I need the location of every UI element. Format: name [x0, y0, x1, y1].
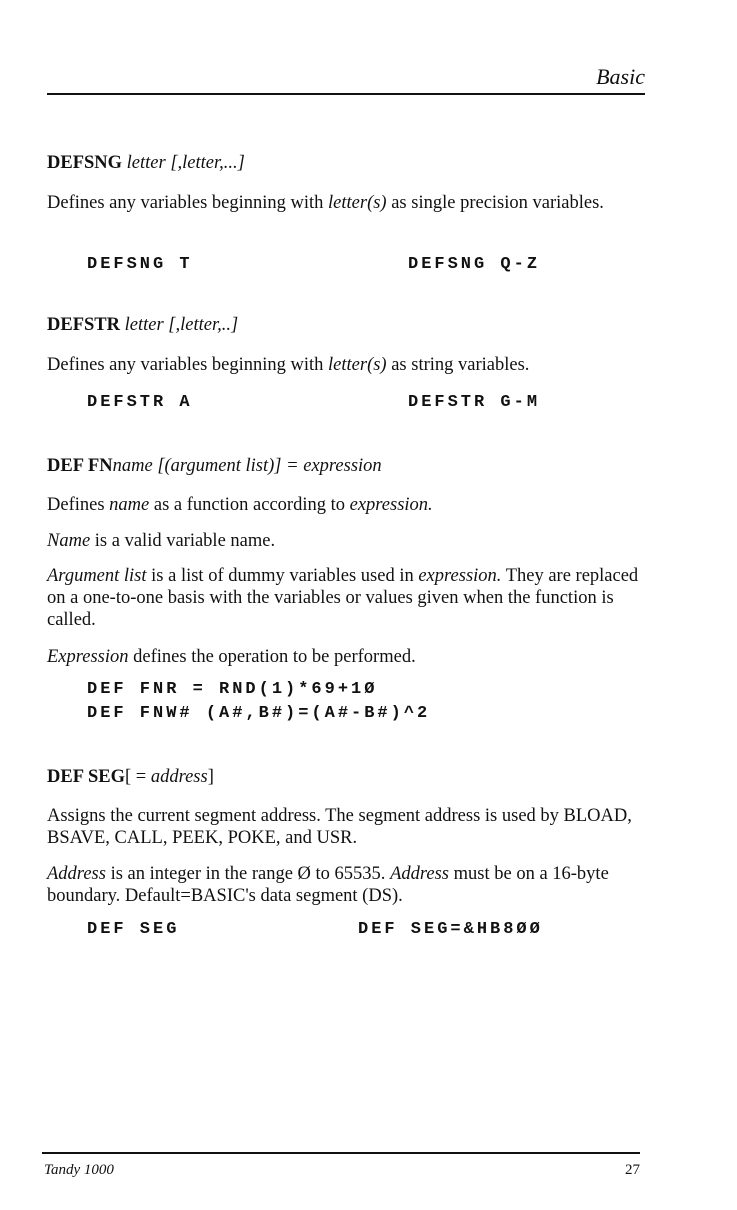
deffn-p3-text-2: They are replaced on a one-to-one basis with the variables or values given when the function is called.: [47, 566, 639, 630]
defseg-heading: [47, 767, 214, 788]
deffn-p3-text: is a list of dummy variables used in: [146, 566, 419, 586]
deffn-p3-em: Argument list: [47, 566, 147, 586]
defsng-description: [47, 192, 647, 214]
defstr-keyword: DEFSTR: [47, 315, 120, 335]
defseg-paragraph-1: Assigns the current segment address. The segment address is used by BLOAD, BSAVE, CALL, PEEK, POKE, and USR.: [47, 806, 632, 848]
deffn-keyword: DEF FN: [47, 456, 113, 476]
defsng-desc-em: letter(s): [328, 193, 387, 213]
defstr-desc-text-2: as string variables.: [386, 355, 530, 375]
defseg-p2-em-2: Address: [390, 864, 449, 884]
deffn-paragraph-2: [47, 530, 647, 552]
defseg-p2-em: Address: [47, 864, 106, 884]
defseg-p2-text-2: must be on a 16-byte boundary. Default=BASIC's data segment (DS).: [47, 864, 609, 906]
defseg-keyword: DEF SEG: [47, 767, 125, 787]
defseg-syntax-arg: address: [150, 767, 208, 787]
deffn-p4-text: defines the operation to be performed.: [128, 647, 416, 667]
footer-rule: [42, 1152, 640, 1154]
defsng-keyword: DEFSNG: [47, 153, 123, 173]
defseg-paragraph-2: [47, 863, 647, 907]
deffn-paragraph-4: [47, 646, 647, 668]
deffn-syntax: [(argument list)] = expression: [157, 456, 382, 476]
deffn-code-line-1: DEF FNR = RND(1)*69+1Ø: [87, 680, 378, 699]
defstr-description: [47, 354, 657, 376]
running-title: Basic: [596, 64, 645, 89]
deffn-p1-em: name: [109, 495, 150, 515]
defsng-heading: [47, 153, 245, 174]
page-number: 27: [625, 1162, 640, 1178]
defseg-example-1: DEF SEG: [87, 920, 180, 939]
footer-book-title: Tandy 1000: [44, 1162, 114, 1178]
defstr-desc-text: Defines any variables beginning with: [47, 355, 329, 375]
defsng-syntax: letter [,letter,...]: [126, 153, 245, 173]
defsng-desc-text: Defines any variables beginning with: [47, 193, 329, 213]
deffn-p3-em-2: expression.: [418, 566, 502, 586]
defstr-desc-em: letter(s): [328, 355, 387, 375]
deffn-code-line-2: DEF FNW# (A#,B#)=(A#-B#)^2: [87, 704, 431, 723]
deffn-p1-em-2: expression.: [349, 495, 433, 515]
deffn-p4-em: Expression: [47, 647, 129, 667]
deffn-p1-text: Defines: [47, 495, 110, 515]
defstr-heading: [47, 315, 238, 336]
defseg-syntax-open: [ =: [124, 767, 151, 787]
defstr-example-2: DEFSTR G-M: [408, 393, 541, 412]
defstr-syntax: letter [,letter,..]: [124, 315, 239, 335]
deffn-p1-text-2: as a function according to: [149, 495, 350, 515]
defsng-desc-text-2: as single precision variables.: [386, 193, 604, 213]
defseg-example-2: DEF SEG=&HB8ØØ: [358, 920, 543, 939]
deffn-heading: [47, 456, 382, 477]
defsng-example-1: DEFSNG T: [87, 255, 193, 274]
header-rule: [47, 93, 645, 95]
deffn-p2-text: is a valid variable name.: [90, 531, 276, 551]
defseg-p2-text: is an integer in the range Ø to 65535.: [105, 864, 391, 884]
defstr-example-1: DEFSTR A: [87, 393, 193, 412]
deffn-paragraph-1: [47, 494, 647, 516]
deffn-keyword-name: name: [112, 456, 153, 476]
defsng-example-2: DEFSNG Q-Z: [408, 255, 541, 274]
defseg-syntax-close: ]: [207, 767, 214, 787]
deffn-p2-em: Name: [47, 531, 91, 551]
deffn-paragraph-3: [47, 565, 647, 631]
